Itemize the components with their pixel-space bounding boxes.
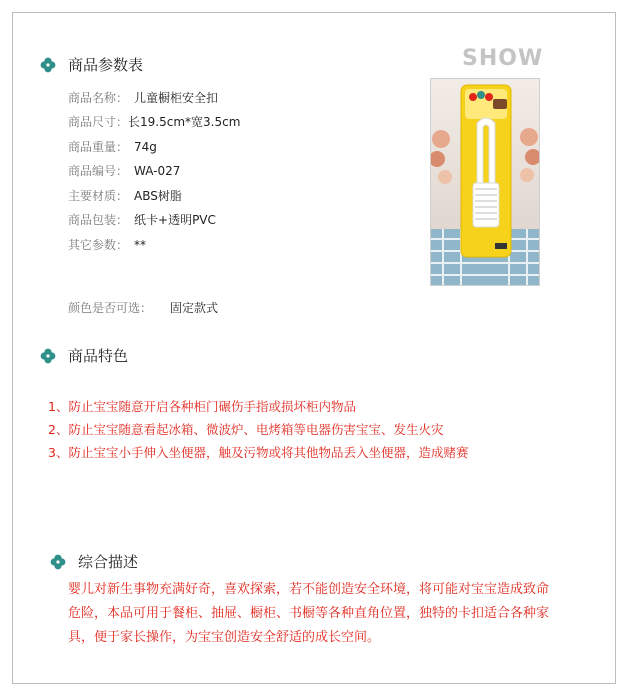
param-label: 商品包装： <box>68 213 129 227</box>
clover-icon <box>40 348 56 364</box>
param-row-code <box>68 164 180 178</box>
param-value: ** <box>134 238 147 252</box>
features-section-header <box>40 345 128 366</box>
description-text <box>68 578 568 650</box>
param-value: 纸卡+透明PVC <box>134 213 216 227</box>
clover-icon <box>40 57 56 73</box>
param-value: 固定款式 <box>170 301 219 315</box>
param-row-size <box>68 115 240 129</box>
param-value: 长19.5cm*宽3.5cm <box>128 115 241 129</box>
description-section-title: 综合描述 <box>78 553 139 571</box>
param-row-other <box>68 238 146 252</box>
product-photo <box>430 78 540 286</box>
param-value: 74g <box>134 140 157 154</box>
show-label: SHOW <box>462 46 544 71</box>
description-line: 危险，本品可用于餐柜、抽屉、橱柜、书橱等各种直角位置，独特的卡扣适合各种家 <box>68 606 550 621</box>
feature-item: 3、防止宝宝小手伸入坐便器，触及污物或将其他物品丢入坐便器，造成赌赛 <box>48 445 469 460</box>
param-row-color <box>68 301 218 315</box>
product-package-image <box>431 79 539 285</box>
features-section-title: 商品特色 <box>68 347 129 365</box>
params-section-header <box>40 54 143 75</box>
param-row-weight <box>68 140 157 154</box>
feature-item: 2、防止宝宝随意看起冰箱、微波炉、电烤箱等电器伤害宝宝、发生火灾 <box>48 422 444 437</box>
clover-icon <box>50 554 66 570</box>
params-section-title: 商品参数表 <box>68 56 144 74</box>
param-label: 主要材质： <box>68 189 129 203</box>
description-line: 婴儿对新生事物充满好奇，喜欢探索，若不能创造安全环境，将可能对宝宝造成致命 <box>68 582 550 597</box>
param-label: 商品编号： <box>68 164 129 178</box>
param-label: 商品尺寸： <box>68 115 129 129</box>
description-line: 具，便于家长操作，为宝宝创造安全舒适的成长空间。 <box>68 630 381 645</box>
param-label: 商品名称： <box>68 91 129 105</box>
param-label: 其它参数： <box>68 238 129 252</box>
description-section-header <box>50 551 138 572</box>
param-value: ABS树脂 <box>134 189 182 203</box>
param-row-name <box>68 91 218 105</box>
param-value: 儿童橱柜安全扣 <box>134 91 219 105</box>
param-value: WA-027 <box>134 164 181 178</box>
feature-item: 1、防止宝宝随意开启各种柜门碾伤手指或损坏柜内物品 <box>48 399 356 414</box>
param-row-material <box>68 189 182 203</box>
param-label: 商品重量： <box>68 140 129 154</box>
param-row-packaging <box>68 213 216 227</box>
param-label: 颜色是否可选： <box>68 301 153 315</box>
